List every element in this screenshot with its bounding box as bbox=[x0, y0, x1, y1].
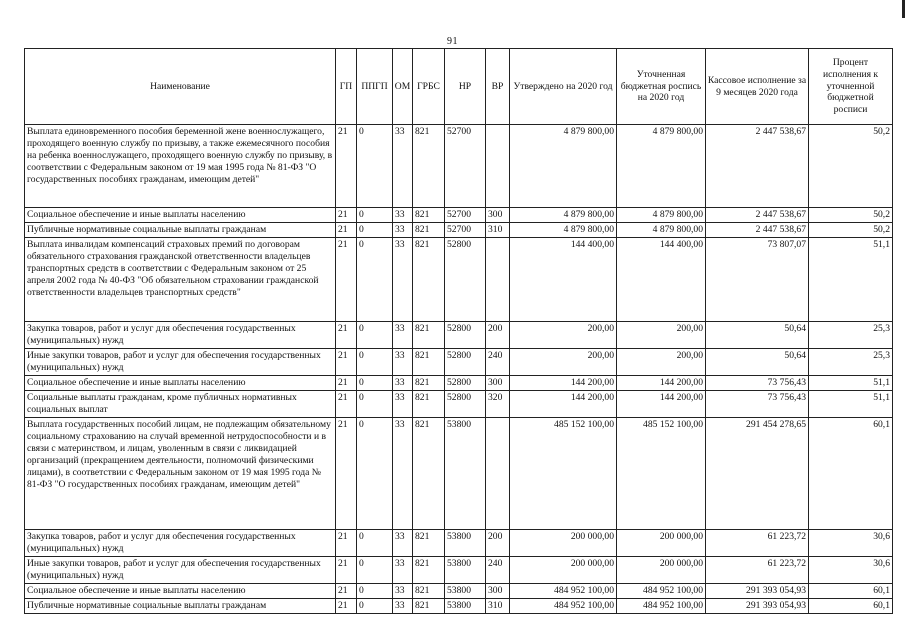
row-approved-cell: 484 952 100,00 bbox=[510, 583, 617, 598]
row-om-cell: 33 bbox=[393, 583, 413, 598]
row-ppgp-cell: 0 bbox=[357, 375, 393, 390]
row-cash-cell: 50,64 bbox=[706, 321, 809, 348]
row-gp-cell: 21 bbox=[336, 237, 357, 321]
row-percent-cell: 60,1 bbox=[809, 583, 893, 598]
row-approved-cell: 144 400,00 bbox=[510, 237, 617, 321]
row-grbs-cell: 821 bbox=[413, 237, 445, 321]
row-refined-cell: 200,00 bbox=[617, 321, 706, 348]
row-om-cell: 33 bbox=[393, 417, 413, 529]
row-ppgp-cell: 0 bbox=[357, 598, 393, 613]
row-approved-cell: 4 879 800,00 bbox=[510, 125, 617, 208]
row-vr-cell: 320 bbox=[486, 390, 510, 417]
row-approved-cell: 144 200,00 bbox=[510, 390, 617, 417]
row-nr-cell: 52800 bbox=[445, 375, 486, 390]
row-vr-cell: 300 bbox=[486, 208, 510, 223]
header-ppgp: ППГП bbox=[357, 49, 393, 125]
row-grbs-cell: 821 bbox=[413, 583, 445, 598]
row-refined-cell: 200 000,00 bbox=[617, 529, 706, 556]
row-cash-cell: 291 393 054,93 bbox=[706, 583, 809, 598]
row-om-cell: 33 bbox=[393, 556, 413, 583]
row-nr-cell: 52800 bbox=[445, 321, 486, 348]
row-refined-cell: 485 152 100,00 bbox=[617, 417, 706, 529]
row-nr-cell: 53800 bbox=[445, 417, 486, 529]
row-gp-cell: 21 bbox=[336, 598, 357, 613]
budget-table bbox=[24, 48, 893, 614]
row-vr-cell: 240 bbox=[486, 556, 510, 583]
row-cash-cell: 73 807,07 bbox=[706, 237, 809, 321]
row-nr-cell: 52700 bbox=[445, 222, 486, 237]
table-row bbox=[25, 417, 893, 529]
row-vr-cell: 310 bbox=[486, 222, 510, 237]
row-grbs-cell: 821 bbox=[413, 208, 445, 223]
row-percent-cell: 50,2 bbox=[809, 208, 893, 223]
row-cash-cell: 2 447 538,67 bbox=[706, 222, 809, 237]
row-approved-cell: 200 000,00 bbox=[510, 556, 617, 583]
row-percent-cell: 51,1 bbox=[809, 390, 893, 417]
row-om-cell: 33 bbox=[393, 237, 413, 321]
row-vr-cell: 200 bbox=[486, 529, 510, 556]
row-om-cell: 33 bbox=[393, 529, 413, 556]
row-nr-cell: 52700 bbox=[445, 208, 486, 223]
row-nr-cell: 53800 bbox=[445, 556, 486, 583]
row-refined-cell: 144 200,00 bbox=[617, 390, 706, 417]
row-grbs-cell: 821 bbox=[413, 556, 445, 583]
row-vr-cell bbox=[486, 125, 510, 208]
row-nr-cell: 52800 bbox=[445, 348, 486, 375]
row-ppgp-cell: 0 bbox=[357, 390, 393, 417]
table-row bbox=[25, 222, 893, 237]
row-gp-cell: 21 bbox=[336, 321, 357, 348]
row-approved-cell: 144 200,00 bbox=[510, 375, 617, 390]
row-refined-cell: 144 400,00 bbox=[617, 237, 706, 321]
row-ppgp-cell: 0 bbox=[357, 556, 393, 583]
table-header-row bbox=[25, 49, 893, 125]
row-percent-cell: 51,1 bbox=[809, 375, 893, 390]
row-name-cell: Публичные нормативные социальные выплаты гражданам bbox=[25, 598, 336, 613]
row-gp-cell: 21 bbox=[336, 348, 357, 375]
header-nr: НР bbox=[445, 49, 486, 125]
row-gp-cell: 21 bbox=[336, 556, 357, 583]
row-name-cell: Социальные выплаты гражданам, кроме публичных нормативных социальных выплат bbox=[25, 390, 336, 417]
row-percent-cell: 30,6 bbox=[809, 529, 893, 556]
row-name-cell: Выплата инвалидам компенсаций страховых премий по договорам обязательного страхования гражданской ответственности владельцев транспортных средств в соответствии с Федеральным законом от 25 апреля 2002 года № 40-ФЗ "Об обязательном страховании гражданской ответственности владельцев транспортных средств" bbox=[25, 237, 336, 321]
row-grbs-cell: 821 bbox=[413, 529, 445, 556]
header-vr: ВР bbox=[486, 49, 510, 125]
table-row bbox=[25, 237, 893, 321]
row-gp-cell: 21 bbox=[336, 390, 357, 417]
row-grbs-cell: 821 bbox=[413, 417, 445, 529]
row-gp-cell: 21 bbox=[336, 208, 357, 223]
row-ppgp-cell: 0 bbox=[357, 417, 393, 529]
row-approved-cell: 200,00 bbox=[510, 321, 617, 348]
row-name-cell: Иные закупки товаров, работ и услуг для обеспечения государственных (муниципальных) нужд bbox=[25, 348, 336, 375]
row-grbs-cell: 821 bbox=[413, 125, 445, 208]
row-nr-cell: 53800 bbox=[445, 598, 486, 613]
row-cash-cell: 73 756,43 bbox=[706, 375, 809, 390]
row-refined-cell: 484 952 100,00 bbox=[617, 598, 706, 613]
table-row bbox=[25, 125, 893, 208]
row-om-cell: 33 bbox=[393, 375, 413, 390]
page-number: 91 bbox=[447, 36, 458, 47]
row-nr-cell: 53800 bbox=[445, 583, 486, 598]
row-om-cell: 33 bbox=[393, 222, 413, 237]
header-approved: Утверждено на 2020 год bbox=[510, 49, 617, 125]
row-ppgp-cell: 0 bbox=[357, 125, 393, 208]
row-gp-cell: 21 bbox=[336, 222, 357, 237]
header-gp: ГП bbox=[336, 49, 357, 125]
row-cash-cell: 2 447 538,67 bbox=[706, 208, 809, 223]
row-ppgp-cell: 0 bbox=[357, 237, 393, 321]
row-grbs-cell: 821 bbox=[413, 222, 445, 237]
table-row bbox=[25, 529, 893, 556]
row-approved-cell: 200 000,00 bbox=[510, 529, 617, 556]
row-name-cell: Закупка товаров, работ и услуг для обеспечения государственных (муниципальных) нужд bbox=[25, 321, 336, 348]
row-grbs-cell: 821 bbox=[413, 321, 445, 348]
row-gp-cell: 21 bbox=[336, 125, 357, 208]
table-row bbox=[25, 375, 893, 390]
row-grbs-cell: 821 bbox=[413, 598, 445, 613]
row-percent-cell: 51,1 bbox=[809, 237, 893, 321]
row-grbs-cell: 821 bbox=[413, 390, 445, 417]
table-row bbox=[25, 208, 893, 223]
row-approved-cell: 4 879 800,00 bbox=[510, 208, 617, 223]
row-om-cell: 33 bbox=[393, 321, 413, 348]
row-name-cell: Выплата государственных пособий лицам, не подлежащим обязательному социальному страхованию на случай временной нетрудоспособности и в связи с материнством, и лицам, уволенным в связи с ликвидацией организаций (прекращением деятельности, полномочий физическими лицами), в соответствии с Федеральным законом от 19 мая 1995 года № 81-ФЗ "О государственных пособиях гражданам, имеющим детей" bbox=[25, 417, 336, 529]
row-cash-cell: 50,64 bbox=[706, 348, 809, 375]
row-ppgp-cell: 0 bbox=[357, 529, 393, 556]
row-gp-cell: 21 bbox=[336, 417, 357, 529]
header-refined: Уточненная бюджетная роспись на 2020 год bbox=[617, 49, 706, 125]
row-cash-cell: 291 393 054,93 bbox=[706, 598, 809, 613]
row-name-cell: Иные закупки товаров, работ и услуг для обеспечения государственных (муниципальных) нужд bbox=[25, 556, 336, 583]
row-nr-cell: 52700 bbox=[445, 125, 486, 208]
row-refined-cell: 144 200,00 bbox=[617, 375, 706, 390]
row-name-cell: Публичные нормативные социальные выплаты гражданам bbox=[25, 222, 336, 237]
row-name-cell: Социальное обеспечение и иные выплаты населению bbox=[25, 375, 336, 390]
row-om-cell: 33 bbox=[393, 598, 413, 613]
header-om: ОМ bbox=[393, 49, 413, 125]
row-name-cell: Закупка товаров, работ и услуг для обеспечения государственных (муниципальных) нужд bbox=[25, 529, 336, 556]
row-name-cell: Выплата единовременного пособия беременной жене военнослужащего, проходящего военную службу по призыву, а также ежемесячного пособия на ребенка военнослужащего, проходящего военную службу по призыву, в соответствии с Федеральным законом от 19 мая 1995 года № 81-ФЗ "О государственных пособиях гражданам, имеющим детей" bbox=[25, 125, 336, 208]
row-refined-cell: 4 879 800,00 bbox=[617, 208, 706, 223]
table-row bbox=[25, 556, 893, 583]
row-vr-cell bbox=[486, 417, 510, 529]
row-vr-cell: 240 bbox=[486, 348, 510, 375]
row-cash-cell: 291 454 278,65 bbox=[706, 417, 809, 529]
table-row bbox=[25, 348, 893, 375]
row-vr-cell: 200 bbox=[486, 321, 510, 348]
row-vr-cell bbox=[486, 237, 510, 321]
row-percent-cell: 25,3 bbox=[809, 348, 893, 375]
row-cash-cell: 61 223,72 bbox=[706, 556, 809, 583]
row-percent-cell: 50,2 bbox=[809, 125, 893, 208]
header-grbs: ГРБС bbox=[413, 49, 445, 125]
row-approved-cell: 4 879 800,00 bbox=[510, 222, 617, 237]
table-row bbox=[25, 583, 893, 598]
row-vr-cell: 310 bbox=[486, 598, 510, 613]
row-ppgp-cell: 0 bbox=[357, 348, 393, 375]
row-percent-cell: 50,2 bbox=[809, 222, 893, 237]
header-percent: Процент исполнения к уточненной бюджетной росписи bbox=[809, 49, 893, 125]
row-om-cell: 33 bbox=[393, 390, 413, 417]
row-percent-cell: 30,6 bbox=[809, 556, 893, 583]
row-vr-cell: 300 bbox=[486, 375, 510, 390]
row-gp-cell: 21 bbox=[336, 529, 357, 556]
row-approved-cell: 485 152 100,00 bbox=[510, 417, 617, 529]
row-cash-cell: 73 756,43 bbox=[706, 390, 809, 417]
row-vr-cell: 300 bbox=[486, 583, 510, 598]
row-refined-cell: 200 000,00 bbox=[617, 556, 706, 583]
row-name-cell: Социальное обеспечение и иные выплаты населению bbox=[25, 208, 336, 223]
row-percent-cell: 60,1 bbox=[809, 598, 893, 613]
row-gp-cell: 21 bbox=[336, 375, 357, 390]
row-approved-cell: 484 952 100,00 bbox=[510, 598, 617, 613]
row-refined-cell: 484 952 100,00 bbox=[617, 583, 706, 598]
header-name: Наименование bbox=[25, 49, 336, 125]
row-name-cell: Социальное обеспечение и иные выплаты населению bbox=[25, 583, 336, 598]
row-percent-cell: 60,1 bbox=[809, 417, 893, 529]
row-refined-cell: 200,00 bbox=[617, 348, 706, 375]
row-ppgp-cell: 0 bbox=[357, 321, 393, 348]
row-nr-cell: 52800 bbox=[445, 390, 486, 417]
row-grbs-cell: 821 bbox=[413, 375, 445, 390]
row-refined-cell: 4 879 800,00 bbox=[617, 125, 706, 208]
row-om-cell: 33 bbox=[393, 348, 413, 375]
row-om-cell: 33 bbox=[393, 125, 413, 208]
header-cash: Кассовое исполнение за 9 месяцев 2020 года bbox=[706, 49, 809, 125]
row-approved-cell: 200,00 bbox=[510, 348, 617, 375]
row-ppgp-cell: 0 bbox=[357, 222, 393, 237]
row-cash-cell: 2 447 538,67 bbox=[706, 125, 809, 208]
row-om-cell: 33 bbox=[393, 208, 413, 223]
row-nr-cell: 53800 bbox=[445, 529, 486, 556]
row-percent-cell: 25,3 bbox=[809, 321, 893, 348]
table-row bbox=[25, 321, 893, 348]
row-refined-cell: 4 879 800,00 bbox=[617, 222, 706, 237]
row-ppgp-cell: 0 bbox=[357, 208, 393, 223]
row-cash-cell: 61 223,72 bbox=[706, 529, 809, 556]
table-row bbox=[25, 390, 893, 417]
table-row bbox=[25, 598, 893, 613]
row-grbs-cell: 821 bbox=[413, 348, 445, 375]
row-gp-cell: 21 bbox=[336, 583, 357, 598]
row-nr-cell: 52800 bbox=[445, 237, 486, 321]
row-ppgp-cell: 0 bbox=[357, 583, 393, 598]
